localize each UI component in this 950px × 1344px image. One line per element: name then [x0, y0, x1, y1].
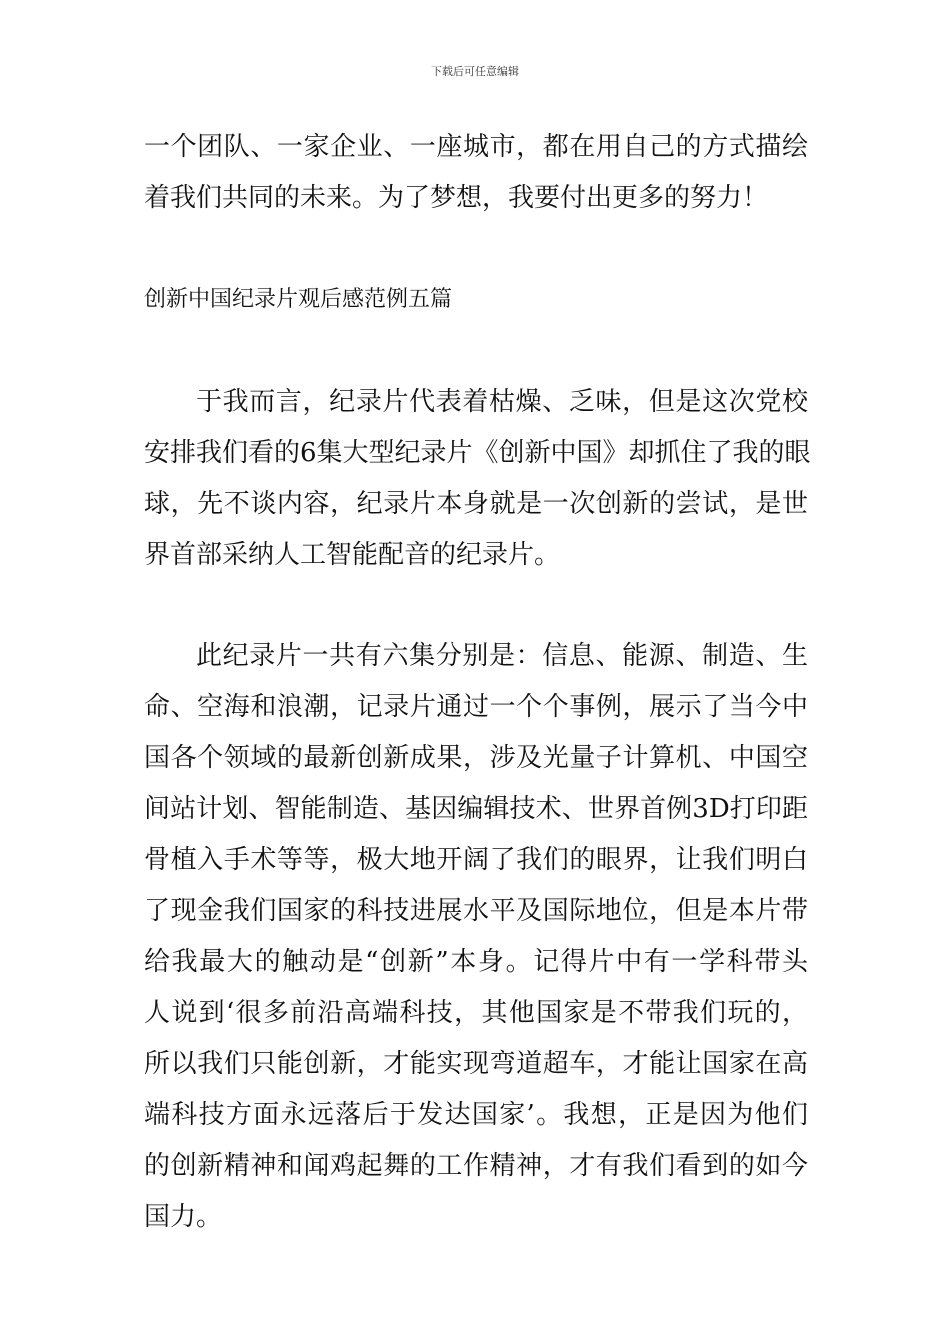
- paragraph-intro: [144, 377, 811, 581]
- text-line: 一个团队、一家企业、一座城市，都在用自己的方式描绘: [144, 132, 808, 162]
- paragraph-top: [144, 122, 808, 224]
- text-line: 安排我们看的6集大型纪录片《创新中国》却抓住了我的眼: [144, 438, 811, 468]
- spacer: [144, 224, 808, 274]
- text-line: 的创新精神和闻鸡起舞的工作精神，才有我们看到的如今: [144, 1151, 808, 1181]
- spacer: [144, 581, 808, 631]
- text-line: 骨植入手术等等，极大地开阔了我们的眼界，让我们明白: [144, 845, 808, 875]
- text-line: 于我而言，纪录片代表着枯燥、乏味，但是这次党校: [196, 387, 808, 417]
- text-line: 给我最大的触动是“创新”本身。记得片中有一学科带头: [144, 947, 808, 977]
- page-header-note: 下载后可任意编辑: [431, 65, 519, 78]
- text-line: 界首部采纳人工智能配音的纪录片。: [144, 540, 561, 570]
- text-line: 命、空海和浪潮，记录片通过一个个事例，展示了当今中: [144, 692, 808, 722]
- text-line: 国力。: [144, 1202, 223, 1232]
- text-line: 此纪录片一共有六集分别是：信息、能源、制造、生: [196, 641, 808, 671]
- text-line: 国各个领域的最新创新成果，涉及光量子计算机、中国空: [144, 743, 808, 773]
- text-line: 端科技方面永远落后于发达国家’。我想，正是因为他们: [144, 1100, 808, 1130]
- text-line: 人说到‘很多前沿高端科技，其他国家是不带我们玩的，: [144, 998, 808, 1028]
- document-body: [144, 122, 811, 1243]
- text-line: 所以我们只能创新，才能实现弯道超车，才能让国家在高: [144, 1049, 808, 1079]
- text-line: 间站计划、智能制造、基因编辑技术、世界首例3D打印距: [144, 794, 808, 824]
- text-line: 球，先不谈内容，纪录片本身就是一次创新的尝试，是世: [144, 489, 808, 519]
- paragraph-episodes: [144, 631, 808, 1243]
- spacer: [144, 325, 808, 377]
- text-line: 着我们共同的未来。为了梦想，我要付出更多的努力！: [144, 183, 769, 213]
- text-line: 了现金我们国家的科技进展水平及国际地位，但是本片带: [144, 896, 808, 926]
- section-title: 创新中国纪录片观后感范例五篇: [144, 287, 453, 312]
